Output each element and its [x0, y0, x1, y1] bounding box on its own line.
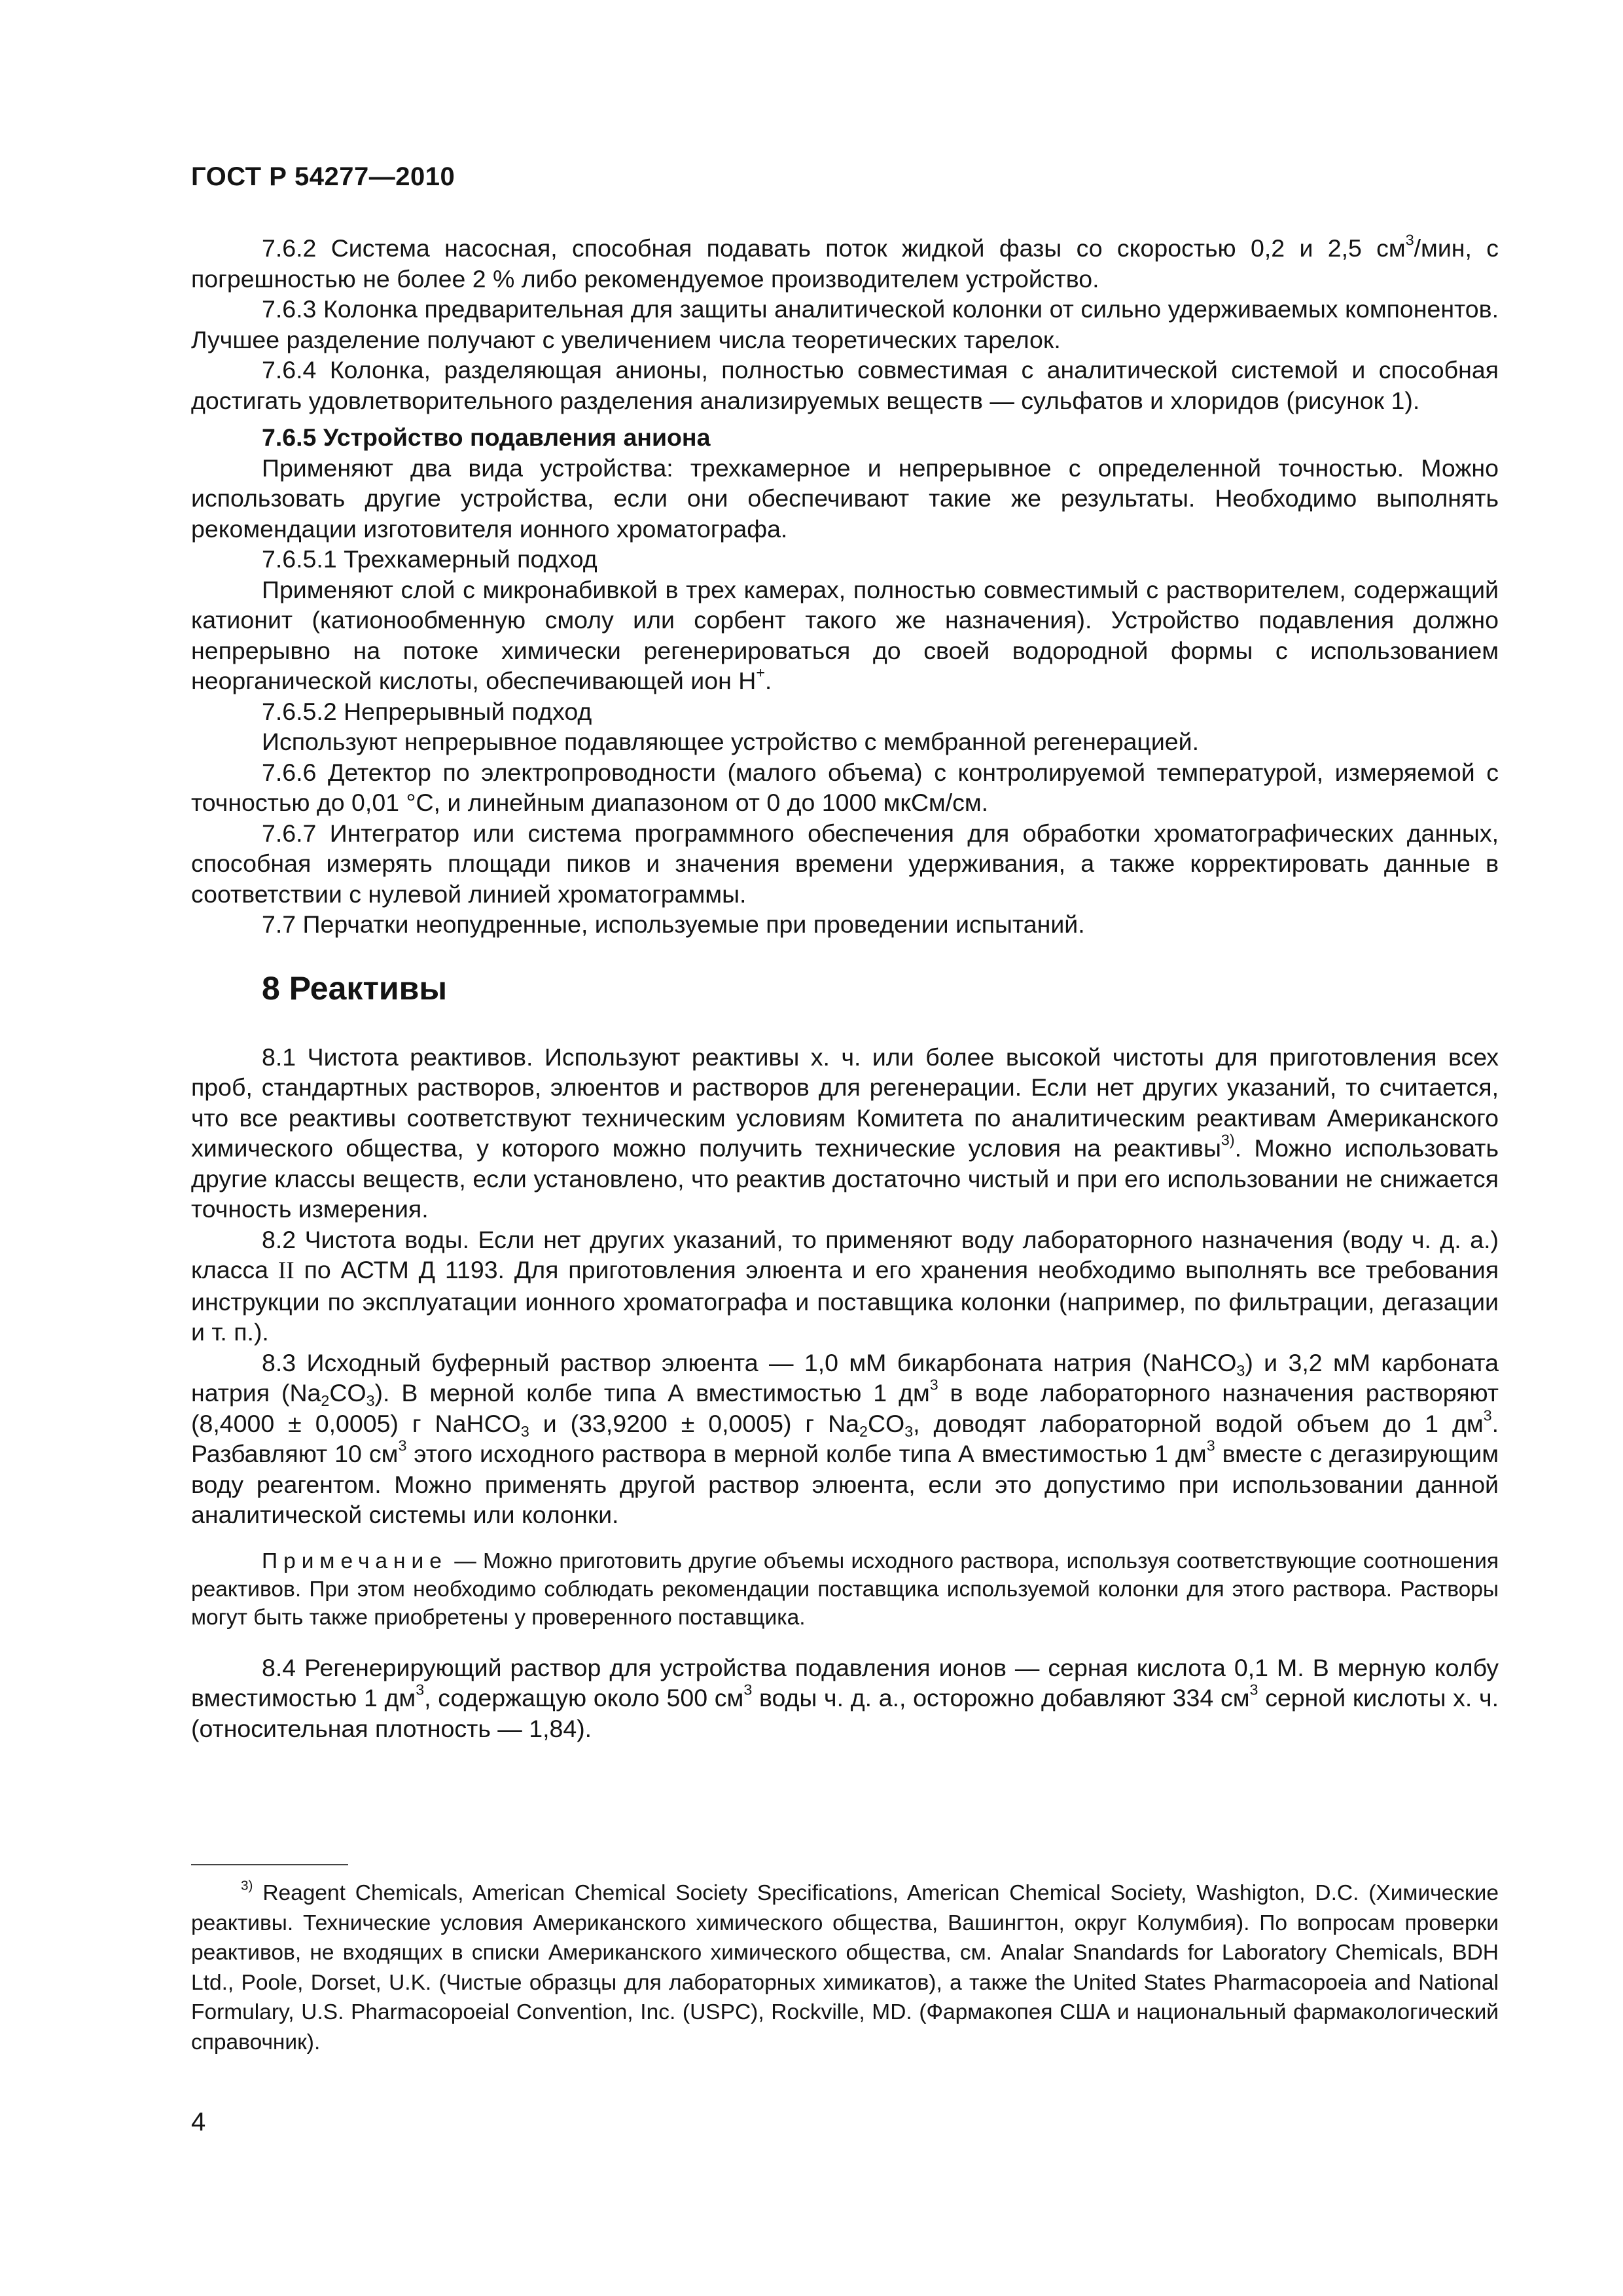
footnote-marker: 3) [241, 1878, 253, 1893]
text-run: вместе с дегазирующим воду реагентом. Можно применять другой раствор элюента, если это допустимо при использовании данной аналитической системы или колонки. [191, 1440, 1499, 1528]
text-run: ). В мерной колбе типа А вместимостью 1 дм [374, 1379, 930, 1407]
text-run: 8.4 Регенерирующий раствор для устройства подавления ионов — серная кислота 0,1 М. В мерную колбу вместимостью 1 дм [191, 1653, 1499, 1712]
superscript: 3 [1405, 231, 1414, 249]
superscript: 3 [1206, 1437, 1215, 1454]
superscript: 3 [1483, 1407, 1492, 1424]
text-run: , доводят лабораторной водой объем до 1 дм [913, 1409, 1484, 1437]
text-run: . Разбавляют 10 см [191, 1409, 1499, 1467]
paragraph-7-6-2 [191, 233, 1499, 294]
text-run: 8.2 Чистота воды. Если нет других указаний, то применяют воду лабораторного назначения (воду ч. д. а.) класса [191, 1225, 1499, 1283]
paragraph-7-6-7: 7.6.7 Интегратор или система программного обеспечения для обработки хроматографических данных, способная измерять площади пиков и значения времени удерживания, а также корректировать данные в соответствии с нулевой линией хроматограммы. [191, 819, 1499, 908]
roman-numeral: II [277, 1257, 294, 1284]
text-run: /мин, с погрешностью не более 2 % либо рекомендуемое производителем устройство. [191, 234, 1499, 293]
superscript: 3 [416, 1681, 425, 1698]
note-text: — Можно приготовить другие объемы исходного раствора, используя соответствующие соотношения реактивов. При этом необходимо соблюдать рекомендации поставщика используемой колонки для этого раствора. Растворы могут быть также приобретены у проверенного поставщика. [191, 1549, 1499, 1630]
note-paragraph [191, 1547, 1499, 1632]
section-heading-8: 8 Реактивы [262, 969, 448, 1007]
paragraph-7-6-4: 7.6.4 Колонка, разделяющая анионы, полностью совместимая с аналитической системой и способная достигать удовлетворительного разделения анализируемых веществ — сульфатов и хлоридов (рисунок 1). [191, 356, 1499, 414]
footnote-reference[interactable]: 3) [1221, 1131, 1235, 1149]
text-run: ) и 3,2 мМ карбоната натрия (Na [191, 1348, 1499, 1407]
text-run: , содержащую около 500 см [424, 1684, 744, 1712]
text-run: . [764, 667, 772, 694]
paragraph-7-6-5-2-title: 7.6.5.2 Непрерывный подход [262, 697, 592, 725]
text-run: 8.1 Чистота реактивов. Используют реактивы х. ч. или более высокой чистоты для приготовления всех проб, стандартных растворов, элюентов и растворов для регенерации. Если нет других указаний, то считается, что все реактивы соответствуют техническим условиям Комитета по аналитическим реактивам Американского химического общества, у которого можно получить технические условия на реактивы [191, 1043, 1499, 1162]
text-run: этого исходного раствора в мерной колбе типа А вместимостью 1 дм [406, 1440, 1207, 1467]
paragraph-8-3 [191, 1348, 1499, 1530]
footnote-text: Reagent Chemicals, American Chemical Society Specifications, American Chemical Society, Washigton, D.C. (Химические реактивы. Технические условия Американского химического общества, Вашингтон, округ Колумбия). По вопросам проверки реактивов, не входящих в списки Американского химического общества, см. Analar Snandards for Laboratory Chemicals, BDH Ltd., Poole, Dorset, U.K. (Чистые образцы для лабораторных химикатов), а также the United States Pharmacopoeia and National Formulary, U.S. Pharmacopoeial Convention, Inc. (USPC), Rockville, MD. (Фармакопея США и национальный фармакологический справочник). [191, 1881, 1499, 2054]
text-run: CO [867, 1409, 905, 1437]
text-run: . Можно использовать другие классы веществ, если установлено, что реактив достаточно чистый и при его использовании не снижается точность измерения. [191, 1134, 1499, 1223]
subscript: 2 [321, 1391, 330, 1409]
text-run: 7.6.2 Система насосная, способная подавать поток жидкой фазы со скоростью 0,2 и 2,5 см [262, 234, 1406, 262]
document-body [191, 233, 1499, 1744]
text-run: воды ч. д. а., осторожно добавляют 334 см [752, 1684, 1250, 1712]
paragraph-7-7: 7.7 Перчатки неопудренные, используемые при проведении испытаний. [262, 910, 1085, 938]
paragraph-7-6-5: Применяют два вида устройства: трехкамерное и непрерывное с определенной точностью. Можно использовать другие устройства, если они обеспечивают такие же результаты. Необходимо выполнять рекомендации изготовителя ионного хроматографа. [191, 454, 1499, 543]
text-run: CO [329, 1379, 366, 1407]
subscript: 3 [904, 1422, 914, 1440]
text-run: по АСТМ Д 1193. Для приготовления элюента и его хранения необходимо выполнять все требования инструкции по эксплуатации ионного хроматографа и поставщика колонки (например, по фильтрации, дегазации и т. п.). [191, 1256, 1499, 1346]
note-label: Примечание [262, 1549, 448, 1573]
subscript: 2 [859, 1422, 868, 1440]
paragraph-7-6-5-1 [191, 575, 1499, 696]
footnote [191, 1878, 1499, 2057]
footnote-paragraph [191, 1878, 1499, 2057]
superscript: 3 [1249, 1681, 1258, 1698]
paragraph-7-6-6: 7.6.6 Детектор по электропроводности (малого объема) с контролируемой температурой, измеряемой с точностью до 0,01 °С, и линейным диапазоном от 0 до 1000 мкСм/см. [191, 758, 1499, 816]
superscript: + [756, 664, 765, 681]
paragraph-8-1 [191, 1042, 1499, 1225]
subscript: 3 [520, 1422, 529, 1440]
paragraph-8-2 [191, 1225, 1499, 1348]
subscript: 3 [366, 1391, 375, 1409]
paragraph-7-6-3: 7.6.3 Колонка предварительная для защиты аналитической колонки от сильно удерживаемых компонентов. Лучшее разделение получают с увеличением числа теоретических тарелок. [191, 295, 1499, 353]
paragraph-7-6-5-2: Используют непрерывное подавляющее устройство с мембранной регенерацией. [262, 728, 1199, 755]
document-header: ГОСТ Р 54277—2010 [191, 162, 455, 191]
superscript: 3 [398, 1437, 407, 1454]
superscript: 3 [743, 1681, 753, 1698]
paragraph-8-4 [191, 1653, 1499, 1744]
superscript: 3 [929, 1376, 938, 1393]
text-run: и (33,9200 ± 0,0005) г Na [529, 1409, 860, 1437]
text-run: в воде лабораторного назначения растворяют (8,4000 ± 0,0005) г NaHCO [191, 1379, 1499, 1437]
text-run: серной кислоты х. ч. (относительная плотность — 1,84). [191, 1684, 1499, 1742]
subheading-7-6-5: 7.6.5 Устройство подавления аниона [262, 423, 711, 451]
page-number: 4 [191, 2108, 206, 2136]
paragraph-7-6-5-1-title: 7.6.5.1 Трехкамерный подход [262, 545, 597, 573]
subscript: 3 [1236, 1361, 1245, 1379]
footnote-separator [191, 1864, 348, 1865]
text-run: Применяют слой с микронабивкой в трех камерах, полностью совместимый с растворителем, содержащий катионит (катионообменную смолу или сорбент такого же назначения). Устройство подавления должно непрерывно на потоке химически регенерироваться до своей водородной формы с использованием неорганической кислоты, обеспечивающей ион Н [191, 575, 1499, 694]
text-run: 8.3 Исходный буферный раствор элюента — 1,0 мМ бикарбоната натрия (NaHCO [262, 1348, 1237, 1376]
